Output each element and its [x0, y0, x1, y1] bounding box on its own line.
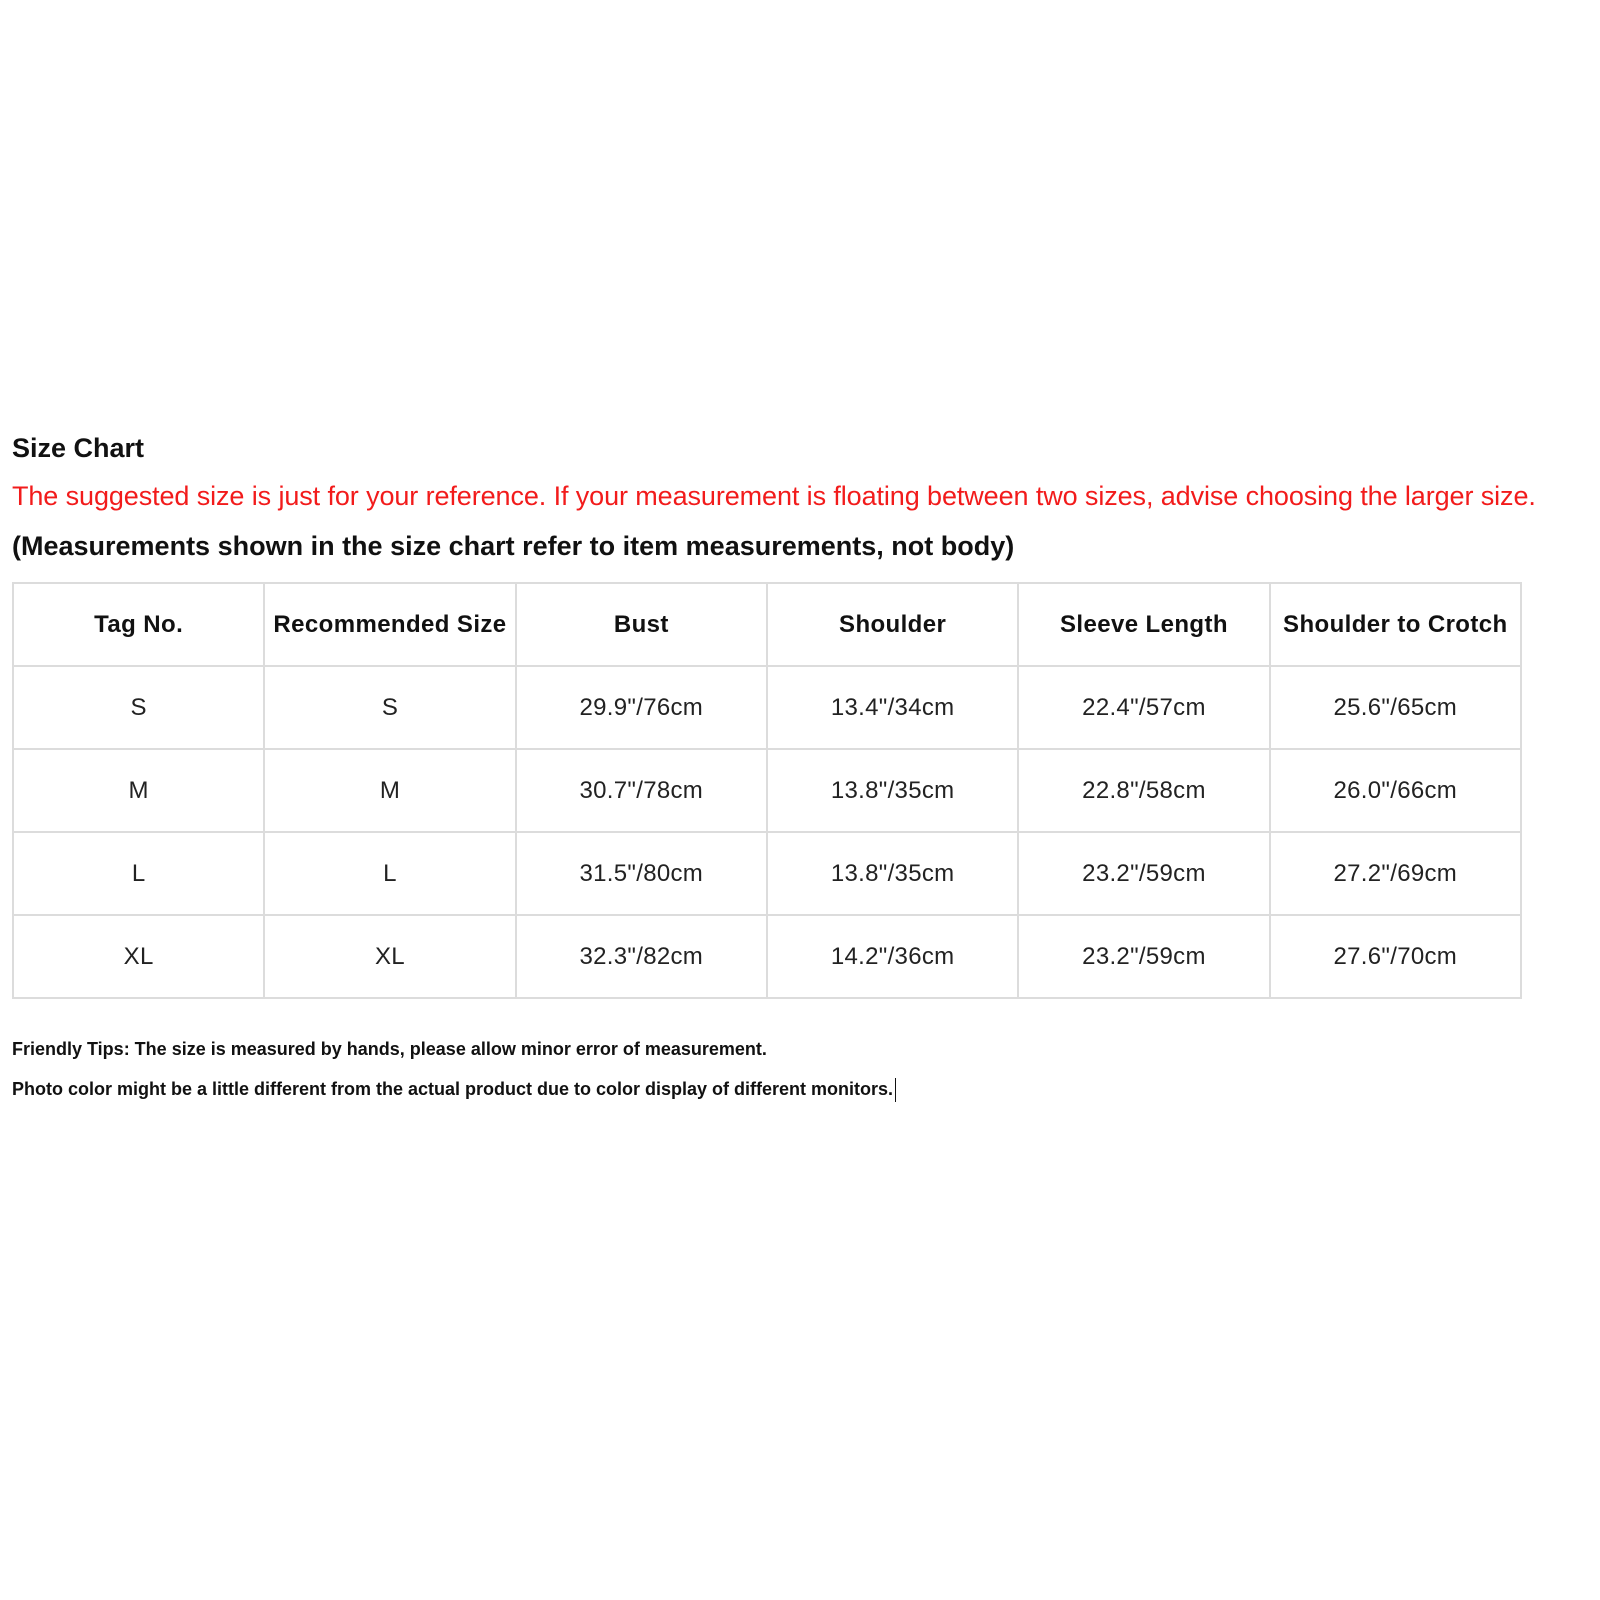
header-bust: Bust	[516, 583, 767, 666]
table-row	[13, 666, 1521, 749]
cell-recommended-size: L	[264, 832, 515, 915]
tip-photo-color	[12, 1069, 1592, 1109]
header-recommended-size: Recommended Size	[264, 583, 515, 666]
tip-measurement-text: Friendly Tips: The size is measured by hands, please allow minor error of measurement.	[12, 1039, 767, 1059]
cell-recommended-size: XL	[264, 915, 515, 998]
cell-shoulder-to-crotch: 26.0"/66cm	[1270, 749, 1521, 832]
tip-measurement	[12, 1029, 1592, 1069]
cell-shoulder: 13.8"/35cm	[767, 832, 1018, 915]
cell-shoulder: 13.4"/34cm	[767, 666, 1018, 749]
cell-recommended-size: S	[264, 666, 515, 749]
text-cursor	[895, 1078, 896, 1102]
cell-shoulder-to-crotch: 27.2"/69cm	[1270, 832, 1521, 915]
page-title: Size Chart	[12, 433, 145, 463]
cell-sleeve-length: 23.2"/59cm	[1018, 915, 1269, 998]
size-chart-section	[12, 428, 1592, 1109]
cell-tag-no: M	[13, 749, 264, 832]
cell-shoulder-to-crotch: 25.6"/65cm	[1270, 666, 1521, 749]
header-shoulder: Shoulder	[767, 583, 1018, 666]
friendly-tips	[12, 1029, 1592, 1109]
cell-shoulder: 14.2"/36cm	[767, 915, 1018, 998]
cell-tag-no: XL	[13, 915, 264, 998]
header-sleeve-length: Sleeve Length	[1018, 583, 1269, 666]
cell-recommended-size: M	[264, 749, 515, 832]
cell-bust: 31.5"/80cm	[516, 832, 767, 915]
cell-bust: 29.9"/76cm	[516, 666, 767, 749]
header-shoulder-to-crotch: Shoulder to Crotch	[1270, 583, 1521, 666]
table-row	[13, 749, 1521, 832]
table-row	[13, 832, 1521, 915]
size-table	[12, 582, 1522, 999]
cell-bust: 32.3"/82cm	[516, 915, 767, 998]
tip-photo-color-text: Photo color might be a little different from the actual product due to color display of different monitors.	[12, 1079, 894, 1099]
cell-sleeve-length: 23.2"/59cm	[1018, 832, 1269, 915]
table-header-row	[13, 583, 1521, 666]
cell-bust: 30.7"/78cm	[516, 749, 767, 832]
cell-shoulder-to-crotch: 27.6"/70cm	[1270, 915, 1521, 998]
measurement-note: (Measurements shown in the size chart refer to item measurements, not body)	[12, 531, 1015, 561]
cell-shoulder: 13.8"/35cm	[767, 749, 1018, 832]
header-tag-no: Tag No.	[13, 583, 264, 666]
cell-tag-no: L	[13, 832, 264, 915]
cell-tag-no: S	[13, 666, 264, 749]
size-notice: The suggested size is just for your reference. If your measurement is floating between two sizes, advise choosing the larger size.	[12, 481, 1536, 511]
cell-sleeve-length: 22.8"/58cm	[1018, 749, 1269, 832]
table-row	[13, 915, 1521, 998]
cell-sleeve-length: 22.4"/57cm	[1018, 666, 1269, 749]
